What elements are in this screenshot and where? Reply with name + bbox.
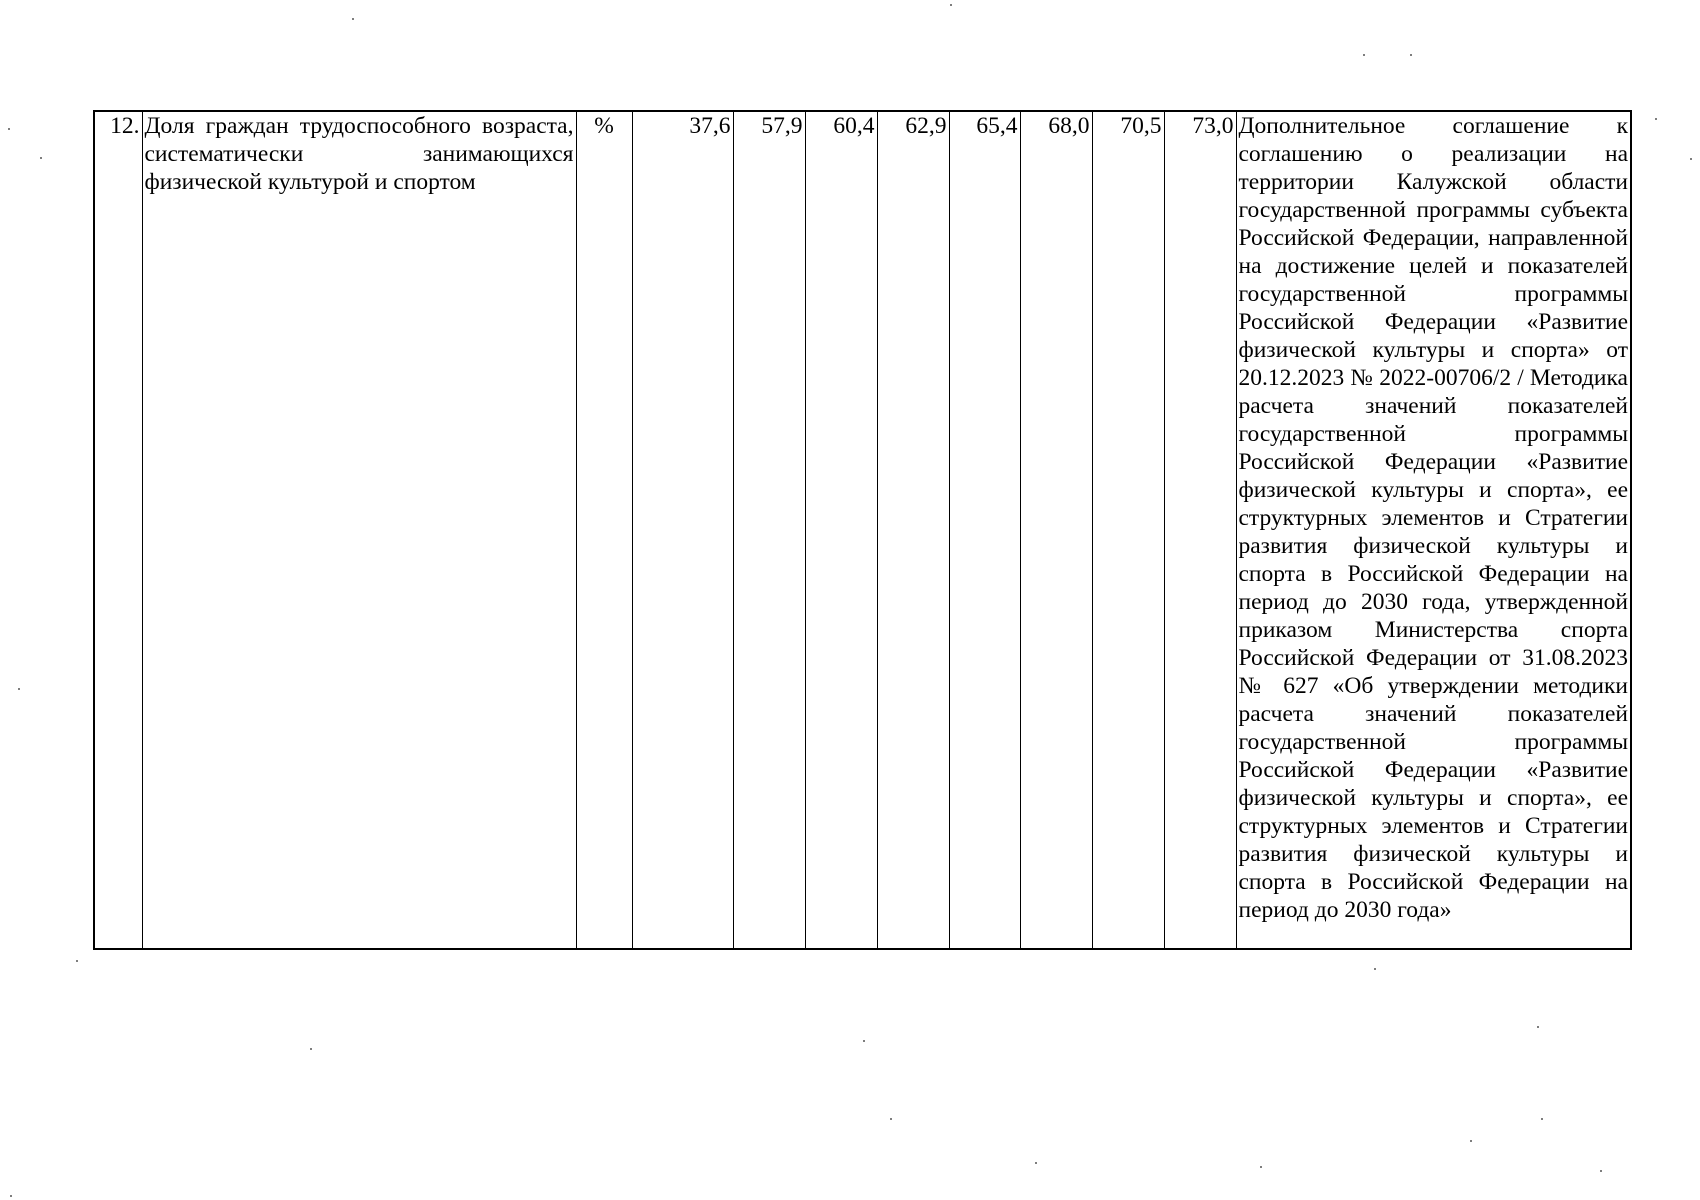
scan-speck [1541,1118,1543,1120]
value-cell-5: 65,4 [949,111,1020,949]
scan-speck [310,1048,312,1050]
value-cell-2: 57,9 [733,111,805,949]
scan-speck [76,960,78,962]
scan-speck [18,688,20,690]
scan-speck [1655,118,1657,120]
scan-speck [1374,968,1376,970]
scan-speck [10,1195,12,1197]
scan-speck [1363,54,1365,56]
row-number: 12. [94,111,142,949]
value-cell-8: 73,0 [1164,111,1236,949]
scan-speck [1470,1140,1472,1142]
scan-speck [1410,54,1412,56]
indicator-name: Доля граждан трудоспособного возраста, систематически занимающихся физической культурой и спортом [142,111,576,949]
scan-speck [1260,1166,1262,1168]
table-row [94,111,1631,949]
value-cell-7: 70,5 [1092,111,1164,949]
scan-speck [863,1040,865,1042]
scan-speck [8,128,10,130]
scan-speck [1600,1170,1602,1172]
scan-speck [950,4,952,6]
scan-speck [1035,1162,1037,1164]
value-cell-6: 68,0 [1020,111,1092,949]
unit-cell: % [576,111,632,949]
scan-speck [352,18,354,20]
source-document: Дополнительное соглашение к соглашению о реализации на территории Калужской области государственной программы субъекта Российской Федерации, направленной на достижение целей и показателей государственной программы Российской Федерации «Развитие физической культуры и спорта» от 20.12.2023 № 2022-00706/2 / Методика расчета значений показателей государственной программы Российской Федерации «Развитие физической культуры и спорта», ее структурных элементов и Стратегии развития физической культуры и спорта в Российской Федерации на период до 2030 года, утвержденной приказом Министерства спорта Российской Федерации от 31.08.2023 № 627 «Об утверждении методики расчета значений показателей государственной программы Российской Федерации «Развитие физической культуры и спорта», ее структурных элементов и Стратегии развития физической культуры и спорта в Российской Федерации на период до 2030 года» [1236,111,1631,949]
indicator-table [93,110,1632,950]
scan-speck [890,1118,892,1120]
scan-speck [1690,158,1692,160]
scan-speck [1537,1026,1539,1028]
value-cell-4: 62,9 [877,111,949,949]
value-cell-1: 37,6 [632,111,733,949]
scan-speck [40,157,42,159]
value-cell-3: 60,4 [805,111,877,949]
